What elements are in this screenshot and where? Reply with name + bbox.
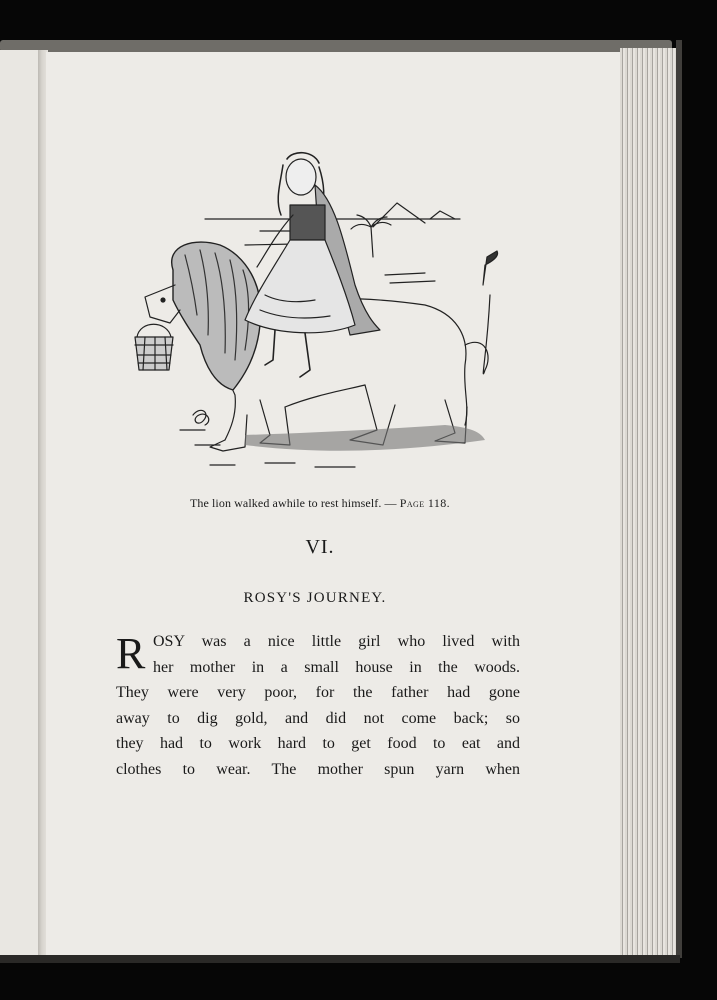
body-line: clothes to wear. The mother spun yarn when [116, 760, 520, 778]
lion-and-girl-illustration [125, 145, 510, 480]
caption-text: The lion walked awhile to rest himself. — [189, 496, 397, 510]
cover-edge [676, 40, 682, 958]
body-line: away to dig gold, and did not come back; so [116, 709, 520, 727]
chapter-title: ROSY'S JOURNEY. [243, 590, 387, 606]
body-line: her mother in a small house in the woods. [153, 658, 520, 676]
body-line: they had to work hard to get food to eat and [116, 735, 520, 752]
illustration-caption [0, 496, 640, 511]
caption-page-ref: Page 118. [399, 496, 451, 510]
chapter-number: VI. [305, 536, 335, 558]
drop-cap: R [116, 629, 146, 678]
book-spine-top [0, 40, 672, 52]
body-line: They were very poor, for the father had gone [116, 684, 520, 701]
body-line: OSY was a nice little girl who lived with [153, 633, 520, 650]
body-paragraph [116, 629, 520, 782]
bottom-edge [0, 955, 680, 963]
